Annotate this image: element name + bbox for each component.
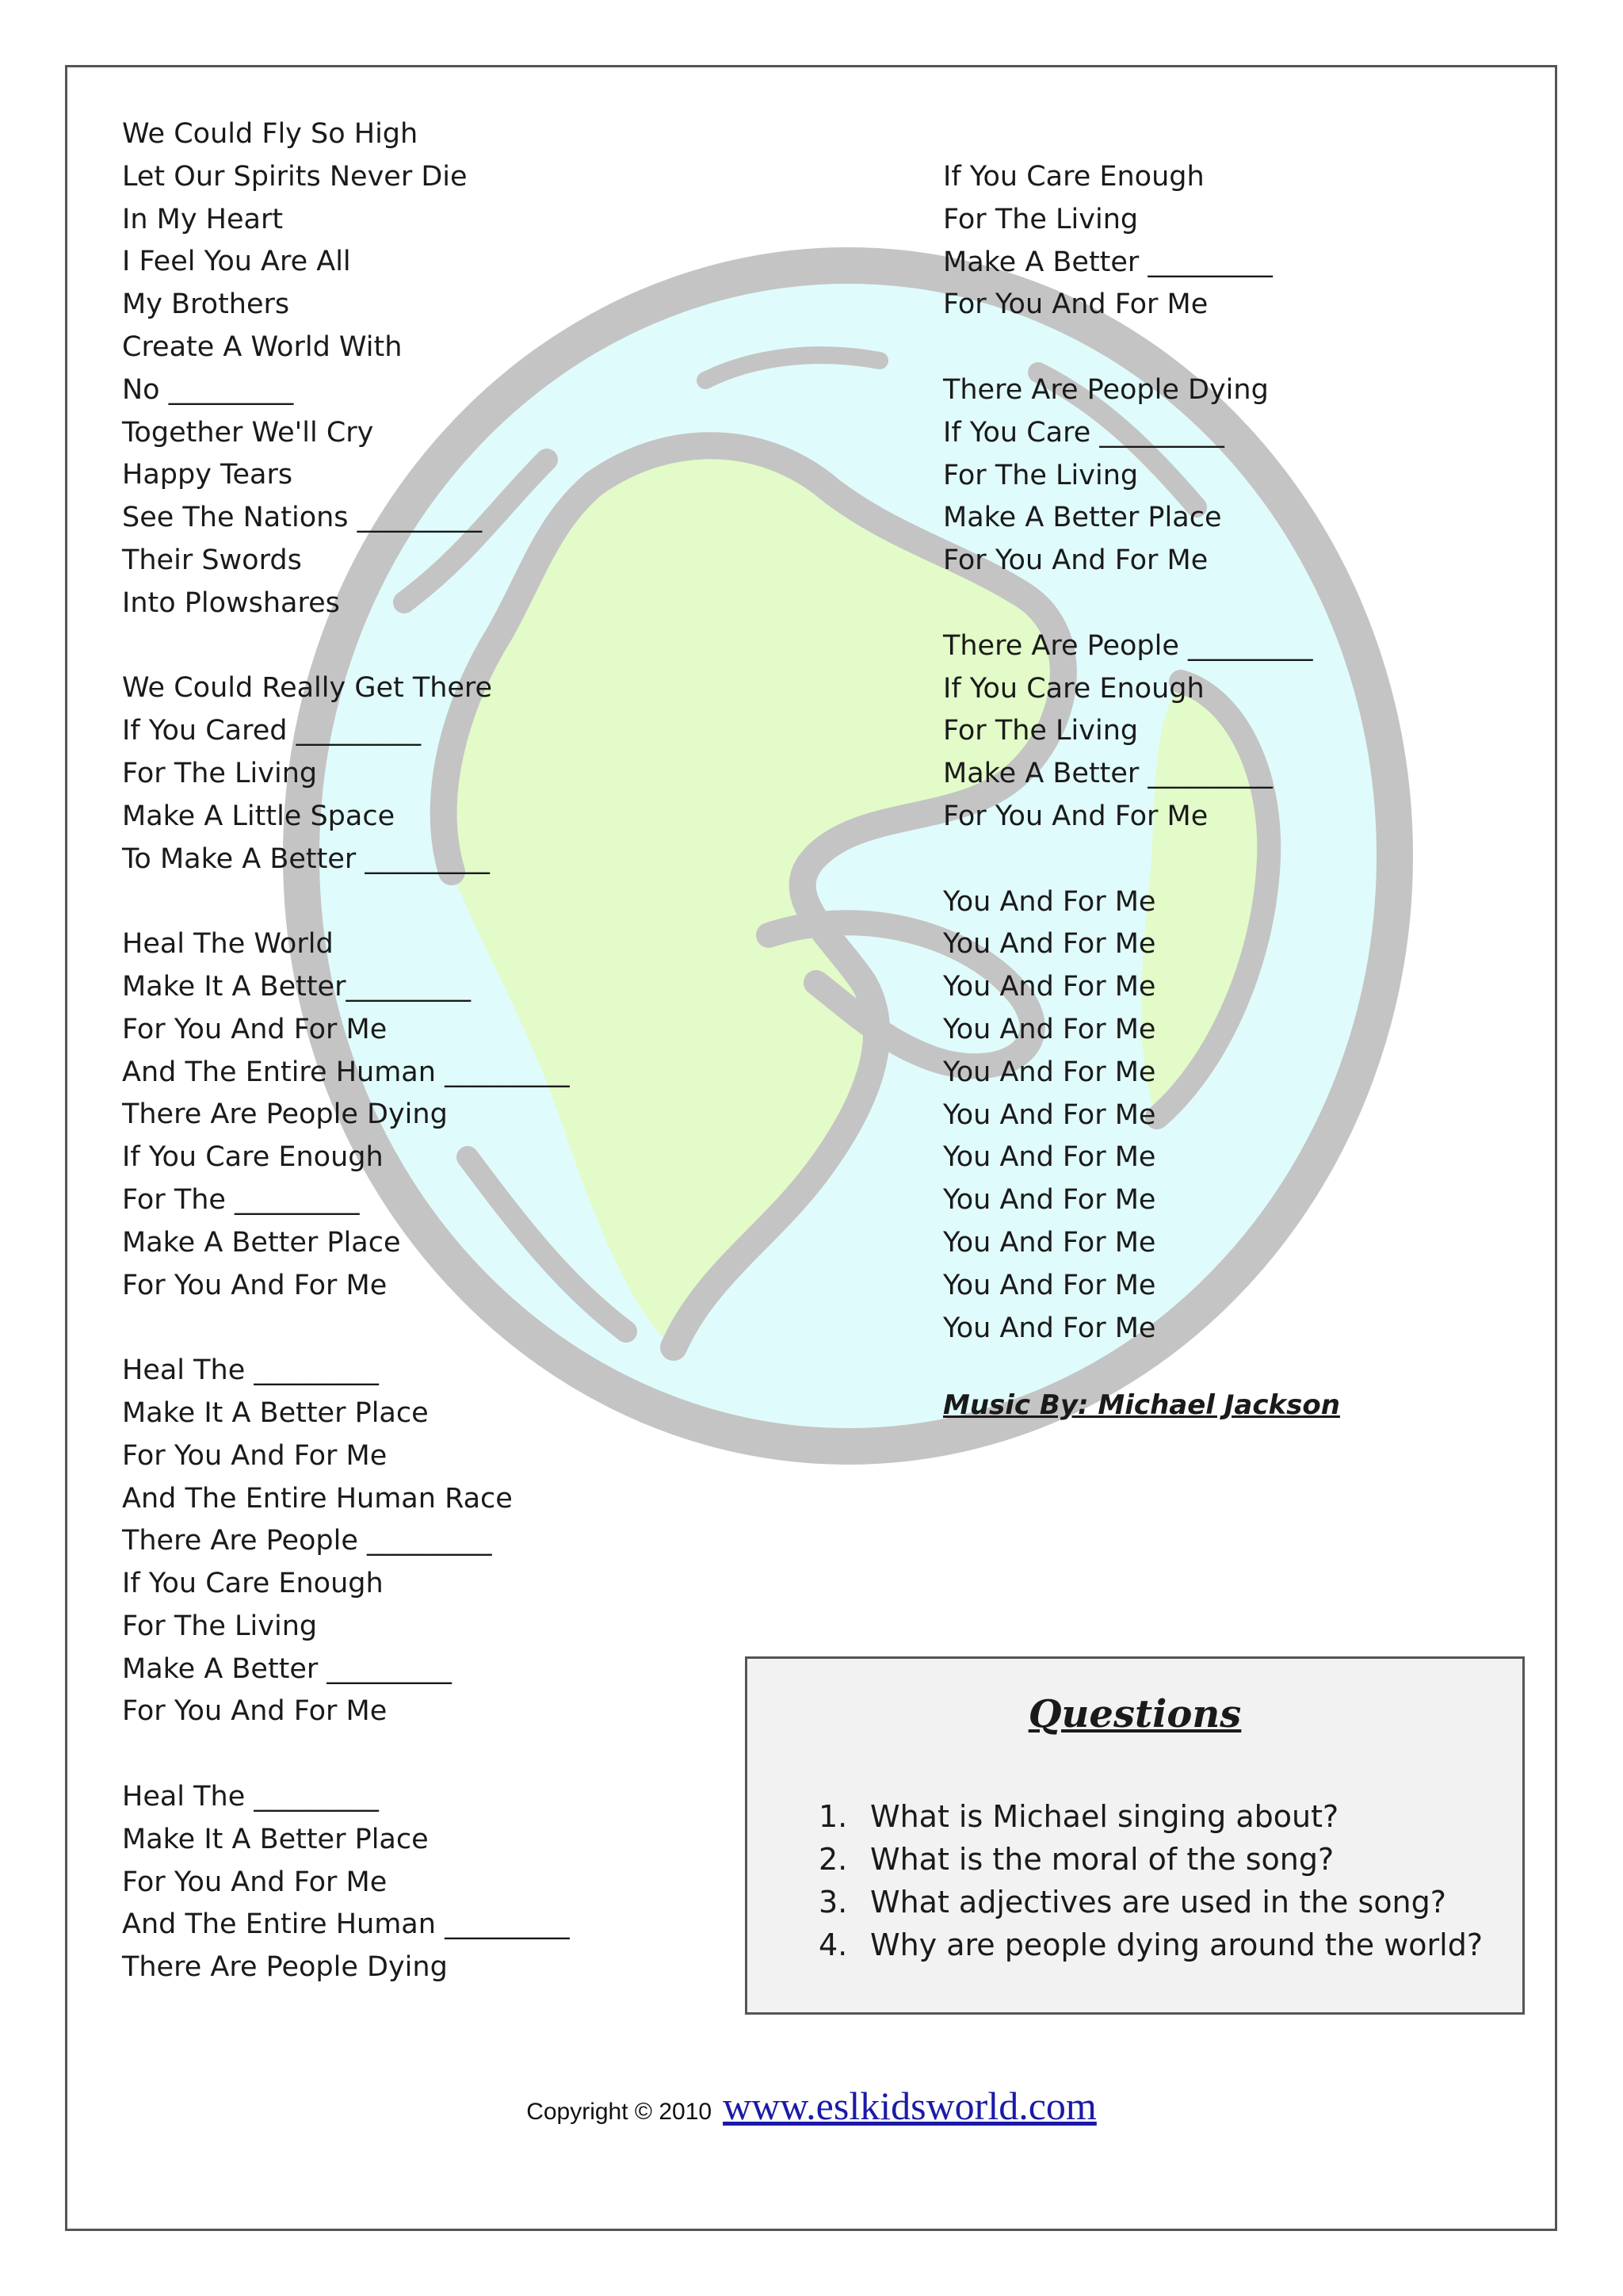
lyric-line: See The Nations _________ (122, 502, 483, 534)
lyric-line: If You Care Enough (122, 1141, 384, 1174)
lyric-line: You And For Me (943, 1098, 1156, 1131)
question-number: 1. (819, 1799, 848, 1834)
stanza-gap (122, 881, 570, 923)
question-number: 2. (819, 1842, 848, 1877)
stanza-gap (943, 327, 1313, 369)
lyric-line: To Make A Better _________ (122, 842, 490, 875)
question-text: Why are people dying around the world? (870, 1927, 1484, 1962)
lyric-line: If You Care _________ (943, 416, 1224, 449)
footer (0, 2083, 1623, 2129)
lyric-line: Make It A Better_________ (122, 970, 471, 1003)
stanza-gap (122, 1733, 570, 1776)
lyric-line: You And For Me (943, 1312, 1156, 1344)
question-item (819, 1795, 1483, 1838)
lyrics-right-column (943, 156, 1313, 1350)
lyric-line: For You And For Me (122, 1695, 388, 1728)
lyric-line: There Are People Dying (943, 373, 1269, 406)
lyric-line: Make A Better _________ (943, 246, 1273, 278)
lyrics-left-column (122, 113, 570, 1989)
question-item (819, 1838, 1483, 1881)
lyric-line: There Are People Dying (122, 1951, 448, 1984)
lyric-line: We Could Fly So High (122, 118, 418, 150)
question-text: What adjectives are used in the song? (870, 1885, 1446, 1920)
lyric-line: And The Entire Human _________ (122, 1056, 570, 1088)
lyric-line: You And For Me (943, 1184, 1156, 1217)
lyric-line: Make A Little Space (122, 800, 395, 832)
lyric-line: You And For Me (943, 1269, 1156, 1301)
lyric-line: You And For Me (943, 885, 1156, 918)
lyric-line: For The Living (943, 203, 1139, 235)
lyric-line: For The Living (122, 1610, 318, 1642)
question-number: 3. (819, 1885, 848, 1920)
lyric-line: Let Our Spirits Never Die (122, 160, 468, 193)
stanza-gap (122, 1307, 570, 1350)
stanza-gap (122, 625, 570, 668)
question-item (819, 1924, 1483, 1966)
lyric-line: Their Swords (122, 544, 302, 576)
questions-box (745, 1656, 1525, 2015)
questions-list (819, 1795, 1483, 1966)
lyric-line: For The _________ (122, 1183, 360, 1216)
lyric-line: Heal The _________ (122, 1354, 379, 1387)
question-item (819, 1881, 1483, 1924)
stanza-gap (943, 583, 1313, 625)
stanza-gap (943, 839, 1313, 881)
lyric-line: For You And For Me (943, 800, 1209, 832)
lyric-line: You And For Me (943, 1141, 1156, 1174)
question-text: What is Michael singing about? (870, 1799, 1339, 1834)
lyric-line: For You And For Me (943, 544, 1209, 577)
lyric-line: We Could Really Get There (122, 672, 493, 705)
lyric-line: There Are People _________ (122, 1525, 492, 1557)
lyric-line: You And For Me (943, 1226, 1156, 1259)
lyric-line: Heal The World (122, 928, 334, 961)
lyric-line: You And For Me (943, 1013, 1156, 1045)
lyric-line: And The Entire Human Race (122, 1482, 513, 1515)
lyric-line: Make A Better Place (122, 1226, 401, 1259)
lyric-line: Into Plowshares (122, 586, 340, 619)
lyric-line: For The Living (122, 757, 318, 789)
question-number: 4. (819, 1927, 848, 1962)
lyric-line: I Feel You Are All (122, 246, 351, 278)
lyric-line: For You And For Me (122, 1439, 388, 1472)
lyric-line: Make A Better _________ (122, 1652, 452, 1685)
lyric-line: No _________ (122, 373, 294, 406)
lyric-line: Together We'll Cry (122, 416, 374, 449)
lyric-line: Create A World With (122, 330, 403, 363)
lyric-line: You And For Me (943, 928, 1156, 961)
questions-title: Questions (1028, 1692, 1242, 1736)
copyright-text: Copyright © 2010 (526, 2099, 712, 2125)
lyric-line: If You Care Enough (943, 161, 1205, 193)
lyric-line: If You Cared _________ (122, 715, 422, 747)
lyric-line: For You And For Me (122, 1269, 388, 1301)
lyric-line: For You And For Me (943, 288, 1209, 321)
lyric-line: For The Living (943, 459, 1139, 491)
lyric-line: Heal The _________ (122, 1781, 379, 1813)
lyric-line: And The Entire Human _________ (122, 1908, 570, 1941)
lyric-line: You And For Me (943, 1056, 1156, 1088)
lyric-line: Make A Better _________ (943, 758, 1273, 790)
lyric-line: For The Living (943, 715, 1139, 747)
music-credit: Music By: Michael Jackson (943, 1389, 1340, 1421)
lyric-line: For You And For Me (122, 1866, 388, 1898)
lyric-line: You And For Me (943, 971, 1156, 1003)
lyric-line: There Are People _________ (943, 629, 1313, 662)
question-text: What is the moral of the song? (870, 1842, 1335, 1877)
lyric-line: In My Heart (122, 203, 284, 235)
lyric-line: Make A Better Place (943, 502, 1222, 534)
lyric-line: For You And For Me (122, 1013, 388, 1045)
lyric-line: Happy Tears (122, 459, 293, 491)
lyric-line: My Brothers (122, 288, 290, 321)
website-link[interactable]: www.eslkidsworld.com (723, 2084, 1097, 2128)
lyric-line: If You Care Enough (943, 672, 1205, 705)
lyric-line: There Are People Dying (122, 1098, 448, 1131)
lyric-line: Make It A Better Place (122, 1396, 429, 1429)
lyric-line: If You Care Enough (122, 1568, 384, 1600)
lyric-line: Make It A Better Place (122, 1823, 429, 1855)
